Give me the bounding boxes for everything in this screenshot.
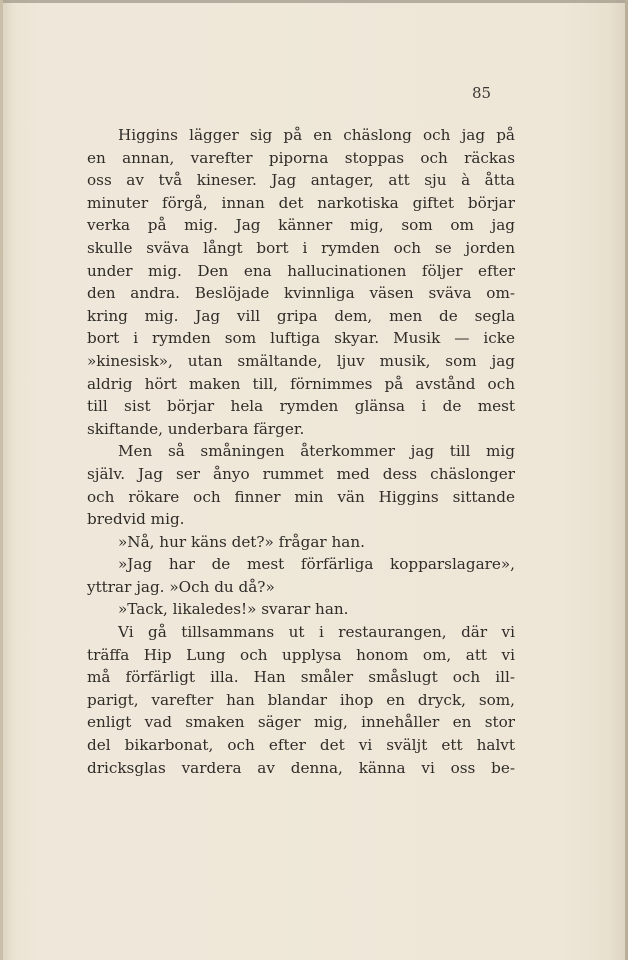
text-line: den andra. Beslöjade kvinnliga väsen sväva om- — [87, 284, 515, 303]
top-edge — [0, 0, 628, 3]
text-line: »Tack, likaledes!» svarar han. — [118, 600, 349, 619]
text-line: parigt, varefter han blandar ihop en dryck, som, — [87, 690, 515, 709]
text-line: till sist börjar hela rymden glänsa i de mest — [87, 397, 515, 416]
text-line: »kinesisk», utan smältande, ljuv musik, som jag — [87, 351, 515, 370]
text-line: skulle sväva långt bort i rymden och se jorden — [87, 238, 515, 257]
body-text — [87, 124, 515, 779]
text-line: oss av två kineser. Jag antager, att sju à åtta — [87, 171, 515, 190]
text-line: och rökare och finner min vän Higgins sittande — [87, 487, 515, 506]
text-line: under mig. Den ena hallucinationen följer efter — [87, 261, 515, 280]
text-line: träffa Hip Lung och upplysa honom om, att vi — [87, 645, 515, 664]
text-line: Vi gå tillsammans ut i restaurangen, där vi — [118, 623, 515, 642]
text-line: yttrar jag. »Och du då?» — [87, 577, 275, 596]
binding-edge — [0, 0, 3, 960]
text-line: kring mig. Jag vill gripa dem, men de segla — [87, 306, 515, 325]
text-line: »Nå, hur käns det?» frågar han. — [118, 532, 365, 551]
text-line: verka på mig. Jag känner mig, som om jag — [87, 216, 515, 235]
text-line: bredvid mig. — [87, 510, 185, 529]
text-line: »Jag har de mest förfärliga kopparslagare», — [118, 555, 515, 574]
text-line: del bikarbonat, och efter det vi sväljt ett halvt — [87, 736, 515, 755]
text-line: enligt vad smaken säger mig, innehåller en stor — [87, 713, 515, 732]
text-line: Higgins lägger sig på en chäslong och jag på — [118, 126, 515, 144]
text-line: dricksglas vardera av denna, känna vi oss be- — [87, 758, 515, 777]
text-line: Men så småningen återkommer jag till mig — [118, 442, 515, 461]
text-line: skiftande, underbara färger. — [87, 419, 305, 438]
page-number: 85 — [472, 84, 492, 102]
text-line: själv. Jag ser ånyo rummet med dess chäslonger — [87, 464, 515, 483]
text-line: en annan, varefter piporna stoppas och räckas — [87, 148, 515, 167]
text-line: må förfärligt illa. Han småler småslugt och ill- — [87, 668, 515, 687]
text-line: minuter förgå, innan det narkotiska giftet börjar — [87, 193, 515, 212]
text-line: aldrig hört maken till, förnimmes på avstånd och — [87, 374, 515, 393]
text-line: bort i rymden som luftiga skyar. Musik — icke — [87, 329, 515, 348]
